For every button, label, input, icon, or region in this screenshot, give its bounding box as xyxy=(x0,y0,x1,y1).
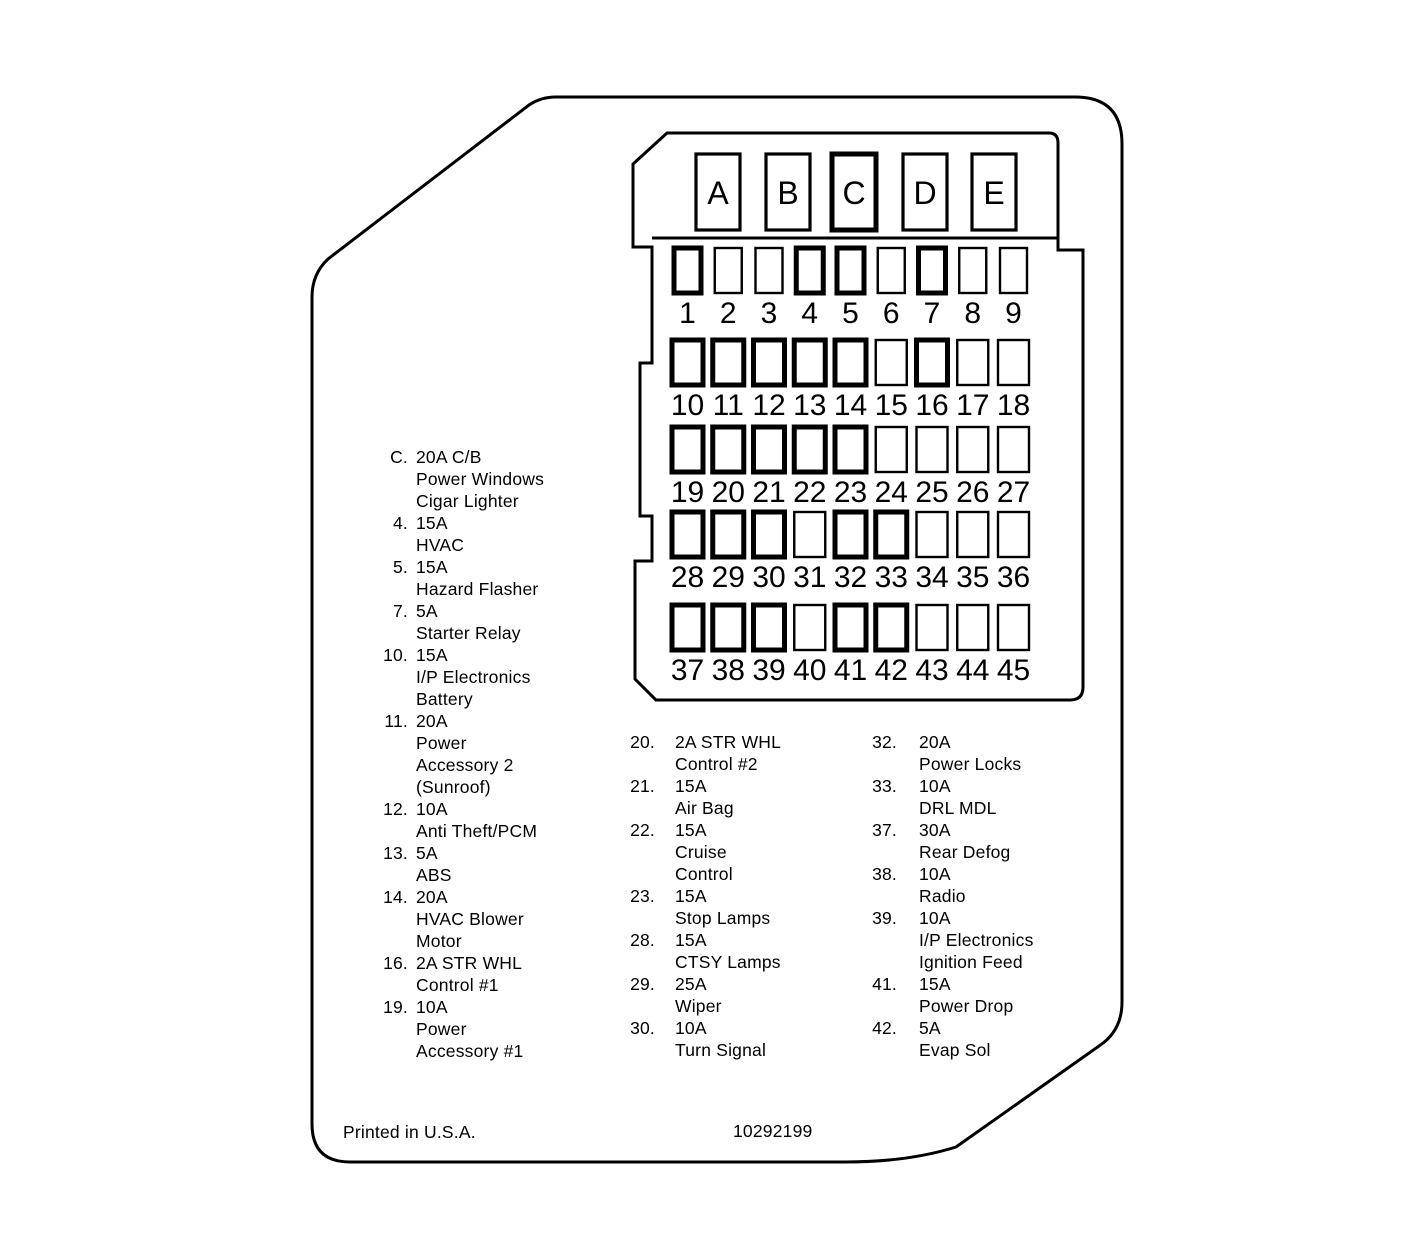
legend-entry-13 xyxy=(360,842,544,886)
legend-entry-line: 25A xyxy=(675,974,707,994)
legend-entry-line: Control #1 xyxy=(416,975,499,995)
fuse-slot-39 xyxy=(754,605,785,650)
fuse-number: 33 xyxy=(874,561,908,594)
legend-entry-12 xyxy=(360,798,544,842)
legend-entry-line: Stop Lamps xyxy=(675,908,771,928)
legend-column-middle xyxy=(610,731,781,1061)
legend-entry-number: 10. xyxy=(383,645,408,665)
legend-entry-line: 2A STR WHL xyxy=(416,953,523,973)
legend-entry-line: Power xyxy=(416,1019,467,1039)
legend-entry-line: ABS xyxy=(416,865,452,885)
legend-entry-number: 42. xyxy=(872,1018,897,1038)
fuse-slot-33 xyxy=(876,512,907,557)
fuse-slot-18 xyxy=(998,340,1029,385)
legend-entry-line: 10A xyxy=(919,864,951,884)
fuse-number: 24 xyxy=(874,476,908,509)
fuse-slot-23 xyxy=(835,427,866,472)
legend-entry-line: 20A C/B xyxy=(416,447,482,467)
legend-entry-line: 15A xyxy=(675,930,707,950)
legend-entry-line: Evap Sol xyxy=(919,1040,991,1060)
legend-entry-10 xyxy=(360,644,544,710)
fuse-number: 32 xyxy=(833,561,868,594)
legend-entry-lines xyxy=(416,600,521,644)
fuse-slot-21 xyxy=(754,427,785,472)
legend-entry-lines xyxy=(675,885,770,929)
legend-entry-7 xyxy=(360,600,544,644)
fuse-number: 5 xyxy=(842,297,859,330)
fuse-number: 42 xyxy=(874,654,908,687)
legend-entry-line: Hazard Flasher xyxy=(416,579,539,599)
legend-entry-lines xyxy=(919,863,966,907)
legend-entry-lines xyxy=(675,775,734,819)
legend-entry-number: 20. xyxy=(630,732,655,752)
legend-entry-number: 19. xyxy=(383,997,408,1017)
legend-entry-line: 30A xyxy=(919,820,951,840)
fuse-slot-24 xyxy=(876,427,907,472)
fuse-number: 31 xyxy=(793,561,827,594)
legend-entry-lines xyxy=(416,798,537,842)
relay-slot-label: C xyxy=(842,175,866,211)
legend-column-right xyxy=(852,731,1034,1061)
fuse-number: 17 xyxy=(956,389,990,422)
fuse-number: 44 xyxy=(956,654,990,687)
fuse-slot-27 xyxy=(998,427,1029,472)
legend-entry-lines xyxy=(416,842,452,886)
fuse-number: 13 xyxy=(793,389,827,422)
fuse-slot-26 xyxy=(957,427,988,472)
fuse-number: 16 xyxy=(915,389,949,422)
legend-entry-lines xyxy=(919,907,1034,973)
fuse-number: 45 xyxy=(996,654,1031,687)
legend-entry-38 xyxy=(852,863,1034,907)
legend-entry-33 xyxy=(852,775,1034,819)
legend-entry-41 xyxy=(852,973,1034,1017)
fuse-number: 20 xyxy=(711,476,745,509)
legend-entry-number: 33. xyxy=(872,776,897,796)
fuse-number: 3 xyxy=(760,297,778,330)
legend-entry-number: 29. xyxy=(630,974,655,994)
legend-entry-lines xyxy=(416,512,464,556)
legend-entry-line: HVAC Blower xyxy=(416,909,524,929)
legend-entry-42 xyxy=(852,1017,1034,1061)
fuse-slot-30 xyxy=(754,512,785,557)
fuse-number: 7 xyxy=(923,297,941,330)
fuse-number: 2 xyxy=(719,297,737,330)
legend-entry-line: Control #2 xyxy=(675,754,758,774)
fuse-number: 10 xyxy=(670,389,705,422)
legend-entry-lines xyxy=(675,929,781,973)
legend-entry-line: Cruise xyxy=(675,842,727,862)
fuse-number: 23 xyxy=(833,476,868,509)
fuse-slot-19 xyxy=(672,427,703,472)
legend-entry-line: 10A xyxy=(416,997,448,1017)
fuse-number: 21 xyxy=(752,476,786,509)
legend-entry-line: 15A xyxy=(675,820,707,840)
fuse-number: 43 xyxy=(915,654,949,687)
legend-entry-number: 41. xyxy=(872,974,897,994)
legend-entry-number: C. xyxy=(390,447,408,467)
legend-entry-line: 10A xyxy=(919,908,951,928)
legend-entry-line: I/P Electronics xyxy=(919,930,1034,950)
legend-entry-lines xyxy=(416,952,522,996)
legend-entry-number: 11. xyxy=(384,711,408,731)
fuse-number: 11 xyxy=(712,389,744,422)
relay-slot-label: E xyxy=(983,175,1005,211)
legend-entry-line: Radio xyxy=(919,886,966,906)
fuse-slot-14 xyxy=(835,340,866,385)
legend-entry-16 xyxy=(360,952,544,996)
legend-entry-37 xyxy=(852,819,1034,863)
legend-entry-line: Ignition Feed xyxy=(919,952,1023,972)
legend-entry-lines xyxy=(416,710,514,798)
fuse-number: 27 xyxy=(996,476,1031,509)
legend-entry-lines xyxy=(919,1017,991,1061)
fuse-number: 30 xyxy=(752,561,786,594)
fuse-slot-44 xyxy=(957,605,988,650)
fuse-number: 29 xyxy=(711,561,745,594)
fuse-slot-31 xyxy=(794,512,825,557)
fuse-number: 41 xyxy=(833,654,868,687)
legend-entry-20 xyxy=(610,731,781,775)
fuse-slot-4 xyxy=(796,248,823,293)
legend-entry-line: Control xyxy=(675,864,733,884)
fuse-slot-1 xyxy=(674,248,701,293)
fuse-number: 38 xyxy=(711,654,745,687)
legend-column-left xyxy=(360,446,544,1062)
legend-entry-28 xyxy=(610,929,781,973)
fuse-slot-36 xyxy=(998,512,1029,557)
legend-entry-line: 10A xyxy=(919,776,951,796)
legend-entry-number: 12. xyxy=(383,799,408,819)
part-number: 10292199 xyxy=(733,1121,813,1141)
legend-entry-line: (Sunroof) xyxy=(416,777,491,797)
legend-entry-line: Wiper xyxy=(675,996,722,1016)
fuse-slot-43 xyxy=(917,605,948,650)
legend-entry-39 xyxy=(852,907,1034,973)
fuse-slot-15 xyxy=(876,340,907,385)
legend-entry-line: DRL MDL xyxy=(919,798,997,818)
legend-entry-line: 15A xyxy=(416,513,448,533)
legend-entry-line: 10A xyxy=(675,1018,707,1038)
legend-entry-line: Anti Theft/PCM xyxy=(416,821,538,841)
legend-entry-11 xyxy=(360,710,544,798)
fuse-slot-28 xyxy=(672,512,703,557)
printed-in-usa-label: Printed in U.S.A. xyxy=(343,1122,476,1142)
fuse-number: 6 xyxy=(882,297,900,330)
legend-entry-lines xyxy=(416,556,538,600)
legend-entry-line: 15A xyxy=(675,776,707,796)
fuse-number: 1 xyxy=(679,297,696,330)
legend-entry-23 xyxy=(610,885,781,929)
fuse-slot-34 xyxy=(917,512,948,557)
fuse-number: 37 xyxy=(670,654,705,687)
legend-entry-number: 21. xyxy=(630,776,655,796)
fuse-slot-9 xyxy=(1000,248,1027,293)
legend-entry-line: 15A xyxy=(675,886,707,906)
relay-slot-label: A xyxy=(707,175,729,211)
legend-entry-line: Turn Signal xyxy=(675,1040,767,1060)
legend-entry-line: Accessory #1 xyxy=(416,1041,524,1061)
fuse-number: 34 xyxy=(915,561,949,594)
legend-entry-line: 10A xyxy=(416,799,448,819)
relay-slot-label: B xyxy=(777,175,799,211)
legend-entry-line: 15A xyxy=(416,557,448,577)
legend-entry-number: 38. xyxy=(872,864,897,884)
legend-entry-number: 37. xyxy=(872,820,897,840)
legend-entry-line: 15A xyxy=(919,974,951,994)
legend-entry-line: 2A STR WHL xyxy=(675,732,782,752)
fuse-number: 15 xyxy=(874,389,908,422)
fuse-number: 9 xyxy=(1005,297,1022,330)
legend-entry-lines xyxy=(416,446,544,512)
legend-entry-line: 20A xyxy=(919,732,951,752)
fuse-slot-13 xyxy=(794,340,825,385)
legend-entry-number: 32. xyxy=(872,732,897,752)
fuse-slot-8 xyxy=(959,248,986,293)
legend-entry-lines xyxy=(919,775,997,819)
legend-entry-lines xyxy=(919,731,1021,775)
relay-slot-label: D xyxy=(913,175,937,211)
legend-entry-line: Power xyxy=(416,733,467,753)
fuse-number: 39 xyxy=(752,654,786,687)
legend-entry-line: HVAC xyxy=(416,535,465,555)
legend-entry-number: 5. xyxy=(393,557,408,577)
fuse-slot-17 xyxy=(957,340,988,385)
legend-entry-lines xyxy=(675,1017,766,1061)
legend-entry-14 xyxy=(360,886,544,952)
fuse-slot-29 xyxy=(713,512,744,557)
fuse-slot-38 xyxy=(713,605,744,650)
fuse-slot-12 xyxy=(754,340,785,385)
legend-entry-line: Starter Relay xyxy=(416,623,521,643)
fuse-number: 8 xyxy=(964,297,982,330)
legend-entry-line: Power Locks xyxy=(919,754,1022,774)
legend-entry-lines xyxy=(919,973,1013,1017)
legend-entry-29 xyxy=(610,973,781,1017)
fuse-slot-42 xyxy=(876,605,907,650)
legend-entry-line: Battery xyxy=(416,689,473,709)
fuse-number: 12 xyxy=(752,389,786,422)
legend-entry-line: I/P Electronics xyxy=(416,667,531,687)
legend-entry-21 xyxy=(610,775,781,819)
fuse-number: 40 xyxy=(793,654,827,687)
fuse-slot-7 xyxy=(919,248,946,293)
legend-entry-line: Cigar Lighter xyxy=(416,491,519,511)
legend-entry-line: 5A xyxy=(919,1018,941,1038)
fuse-number: 14 xyxy=(833,389,868,422)
fuse-slot-11 xyxy=(713,340,744,385)
fuse-slot-2 xyxy=(715,248,742,293)
legend-entry-lines xyxy=(416,644,531,710)
fuse-slot-37 xyxy=(672,605,703,650)
fuse-slot-35 xyxy=(957,512,988,557)
legend-entry-line: CTSY Lamps xyxy=(675,952,781,972)
legend-entry-line: 5A xyxy=(416,601,438,621)
legend-entry-line: 20A xyxy=(416,887,448,907)
legend-entry-number: 30. xyxy=(630,1018,655,1038)
legend-entry-lines xyxy=(675,819,733,885)
fuse-number: 36 xyxy=(996,561,1031,594)
legend-entry-number: 39. xyxy=(872,908,897,928)
legend-entry-lines xyxy=(675,973,722,1017)
legend-entry-number: 7. xyxy=(393,601,408,621)
fuse-slot-20 xyxy=(713,427,744,472)
legend-entry-lines xyxy=(675,731,781,775)
legend-entry-line: 20A xyxy=(416,711,448,731)
legend-entry-line: Motor xyxy=(416,931,462,951)
fuse-slot-5 xyxy=(837,248,864,293)
legend-entry-line: Air Bag xyxy=(675,798,734,818)
legend-entry-number: 16. xyxy=(383,953,408,973)
legend-entry-line: 5A xyxy=(416,843,438,863)
fuse-number: 4 xyxy=(801,297,819,330)
fuse-slot-32 xyxy=(835,512,866,557)
fuse-slot-41 xyxy=(835,605,866,650)
legend-entry-line: Power Drop xyxy=(919,996,1014,1016)
fuse-number: 35 xyxy=(956,561,990,594)
legend-entry-line: Accessory 2 xyxy=(416,755,514,775)
legend-entry-32 xyxy=(852,731,1034,775)
fuse-number: 25 xyxy=(915,476,949,509)
fuse-number: 19 xyxy=(670,476,705,509)
legend-entry-lines xyxy=(416,996,523,1062)
legend-entry-number: 22. xyxy=(630,820,655,840)
fuse-grid xyxy=(671,248,1030,687)
fuse-slot-40 xyxy=(794,605,825,650)
fuse-slot-6 xyxy=(878,248,905,293)
legend-entry-line: Rear Defog xyxy=(919,842,1011,862)
legend-entry-line: 15A xyxy=(416,645,448,665)
legend-entry-line: Power Windows xyxy=(416,469,545,489)
fuse-number: 26 xyxy=(956,476,990,509)
fuse-number: 22 xyxy=(793,476,827,509)
legend-entry-lines xyxy=(919,819,1011,863)
legend-entry-4 xyxy=(360,512,544,556)
fuse-slot-22 xyxy=(794,427,825,472)
legend-entry-number: 23. xyxy=(630,886,655,906)
legend-entry-22 xyxy=(610,819,781,885)
fuse-number: 28 xyxy=(670,561,705,594)
fuse-slot-25 xyxy=(917,427,948,472)
fuse-number: 18 xyxy=(996,389,1031,422)
legend-entry-30 xyxy=(610,1017,781,1061)
legend-entry-number: 4. xyxy=(393,513,408,533)
fuse-slot-45 xyxy=(998,605,1029,650)
legend-entry-lines xyxy=(416,886,524,952)
legend-entry-19 xyxy=(360,996,544,1062)
fuse-slot-16 xyxy=(917,340,948,385)
legend-entry-number: 14. xyxy=(383,887,408,907)
legend-entry-C xyxy=(360,446,544,512)
fuse-slot-10 xyxy=(672,340,703,385)
legend-entry-number: 28. xyxy=(630,930,655,950)
fuse-slot-3 xyxy=(756,248,783,293)
legend-entry-number: 13. xyxy=(383,843,408,863)
legend-entry-5 xyxy=(360,556,544,600)
